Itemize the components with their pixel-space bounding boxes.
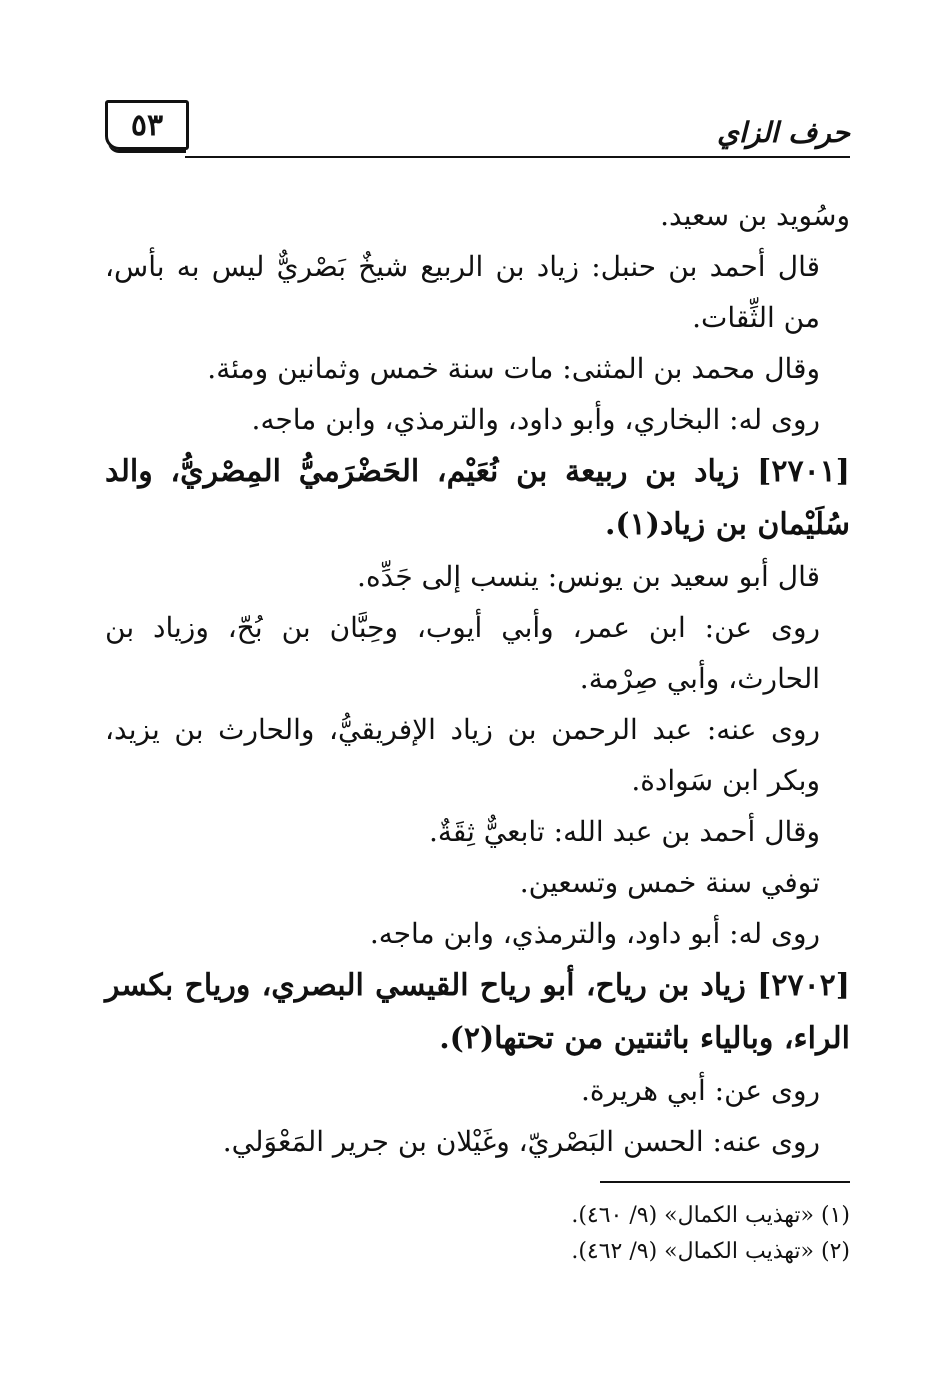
paragraph: توفي سنة خمس وتسعين. <box>519 866 820 899</box>
footnotes <box>105 1198 850 1270</box>
paragraph: وسُويد بن سعيد. <box>660 199 850 232</box>
paragraph: روى له: البخاري، وأبو داود، والترمذي، وابن ماجه. <box>251 403 820 436</box>
main-text <box>105 190 850 1167</box>
chapter-title: حرف الزاي <box>717 116 850 149</box>
paragraph: روى له: أبو داود، والترمذي، وابن ماجه. <box>369 917 820 950</box>
footnote: (٢) «تهذيب الكمال» (٩/ ٤٦٢). <box>571 1239 850 1264</box>
paragraph: روى عنه: عبد الرحمن بن زياد الإفريقيُّ، والحارث بن يزيد، وبكر ابن سَوادة. <box>105 713 820 797</box>
footnote: (١) «تهذيب الكمال» (٩/ ٤٦٠). <box>571 1203 850 1228</box>
paragraph: قال أبو سعيد بن يونس: ينسب إلى جَدِّه. <box>357 560 820 593</box>
page-header <box>105 100 850 160</box>
page-number: ٥٣ <box>105 100 189 150</box>
paragraph: روى عنه: الحسن البَصْريّ، وغَيْلان بن جرير المَعْوَلي. <box>222 1125 820 1158</box>
entry-heading: [٢٧٠١] زياد بن ربيعة بن نُعَيْم، الحَضْرَميُّ المِصْريُّ، والد سُلَيْمان بن زياد(١). <box>105 454 850 542</box>
paragraph: روى عن: ابن عمر، وأبي أيوب، وحِبَّان بن بُحّ، وزياد بن الحارث، وأبي صِرْمة. <box>105 611 820 695</box>
paragraph: وقال أحمد بن عبد الله: تابعيٌّ ثِقَةٌ. <box>429 815 820 848</box>
paragraph: روى عن: أبي هريرة. <box>580 1074 820 1107</box>
header-rule <box>185 156 850 158</box>
paragraph: وقال محمد بن المثنى: مات سنة خمس وثمانين ومئة. <box>207 352 820 385</box>
entry-heading: [٢٧٠٢] زياد بن رياح، أبو رياح القيسي البصري، ورياح بكسر الراء، وبالياء باثنتين من تحتها(٢). <box>105 968 850 1056</box>
paragraph: قال أحمد بن حنبل: زياد بن الربيع شيخٌ بَصْريٌّ ليس به بأس، من الثِّقات. <box>105 250 820 334</box>
footnote-rule <box>600 1181 850 1183</box>
